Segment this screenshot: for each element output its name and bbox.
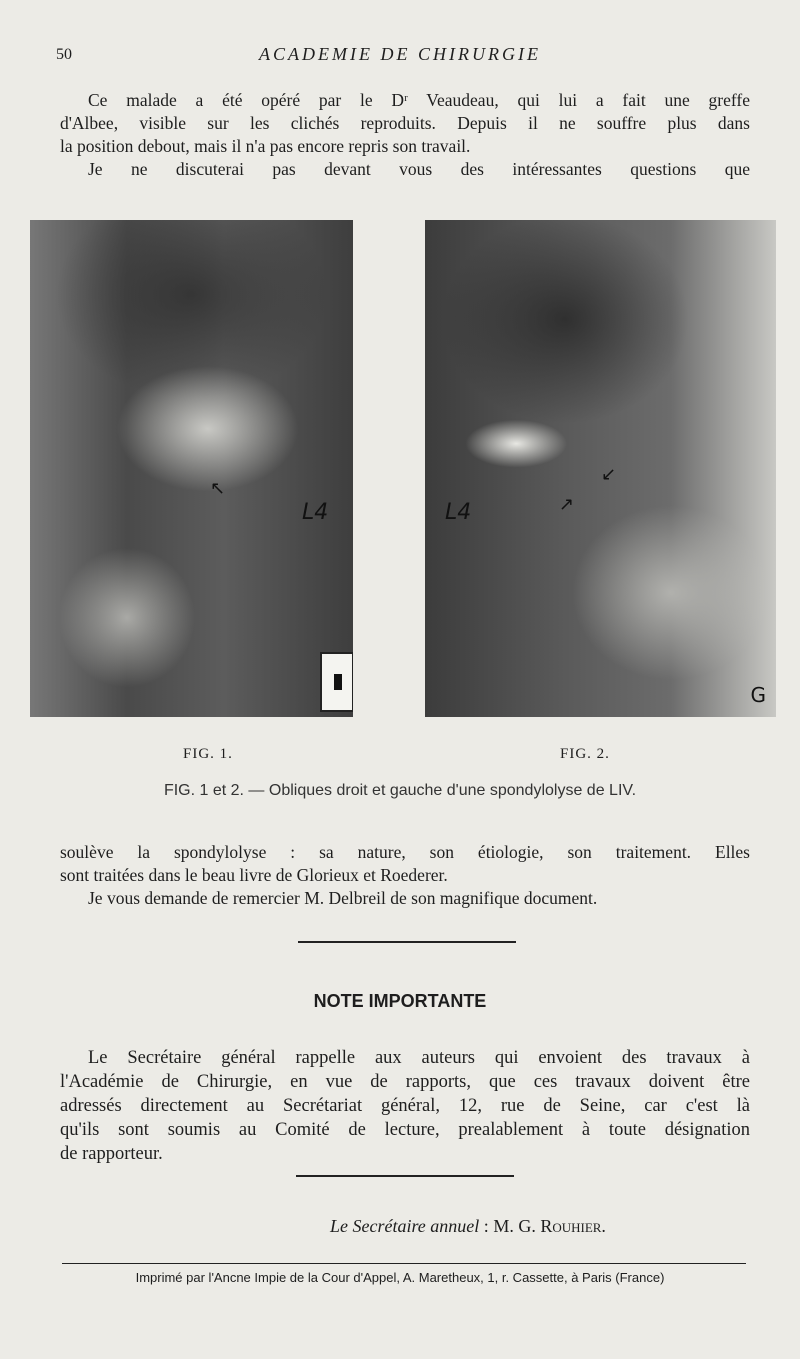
text-line: qu'ils sont soumis au Comité de lecture, prealablement à toute désignation xyxy=(60,1120,750,1140)
signature xyxy=(0,1216,800,1237)
paragraph-intro xyxy=(60,89,750,181)
text-line: Ce malade a été opéré par le Dʳ Veaudeau, qui lui a fait une greffe xyxy=(88,90,750,110)
film-side-label: G xyxy=(750,683,766,707)
note-title: NOTE IMPORTANTE xyxy=(313,991,487,1011)
text-line: la position debout, mais il n'a pas encore repris son travail. xyxy=(60,136,471,156)
signature-role: Le Secrétaire annuel xyxy=(330,1216,480,1236)
figure-caption: FIG. 1 et 2. — Obliques droit et gauche d'une spondylolyse de LIV. xyxy=(163,782,637,799)
vertebra-label: L4 xyxy=(302,500,329,525)
text-line: de rapporteur. xyxy=(60,1144,163,1164)
running-title: ACADEMIE DE CHIRURGIE xyxy=(259,44,541,64)
arrow-icon: ↖ xyxy=(210,478,226,499)
text-line: Le Secrétaire général rappelle aux auteurs qui envoient des travaux à xyxy=(88,1048,750,1068)
figure-1-label: FIG. 1. xyxy=(183,746,233,762)
divider xyxy=(298,941,516,943)
vertebra-label: L4 xyxy=(445,500,472,525)
figure-2-label: FIG. 2. xyxy=(560,746,610,762)
text-line: sont traitées dans le beau livre de Glorieux et Roederer. xyxy=(60,865,448,885)
divider xyxy=(296,1175,514,1177)
arrow-icon: ↙ xyxy=(601,464,617,485)
footer-divider xyxy=(62,1263,746,1264)
text-line: d'Albee, visible sur les clichés reproduits. Depuis il ne souffre plus dans xyxy=(60,113,750,133)
text-line: Je vous demande de remercier M. Delbreil de son magnifique document. xyxy=(88,888,598,908)
xray-figure-1 xyxy=(30,220,353,717)
text-line: l'Académie de Chirurgie, en vue de rapports, que ces travaux doivent être xyxy=(60,1072,750,1092)
note-body xyxy=(60,1046,750,1166)
text-line: adressés directement au Secrétariat général, 12, rue de Seine, car c'est là xyxy=(60,1096,750,1116)
xray-figure-2 xyxy=(425,220,776,717)
arrow-icon: ↗ xyxy=(559,494,575,515)
paragraph-discussion xyxy=(60,841,750,910)
text-line: Je ne discuterai pas devant vous des intéressantes questions que xyxy=(88,159,750,179)
signature-separator: : xyxy=(479,1216,494,1236)
printer-imprint: Imprimé par l'Ancne Impie de la Cour d'Appel, A. Maretheux, 1, r. Cassette, à Paris (France) xyxy=(135,1270,665,1285)
text-line: soulève la spondylolyse : sa nature, son étiologie, son traitement. Elles xyxy=(60,842,750,862)
page-number: 50 xyxy=(56,46,72,63)
signature-name: M. G. Rouhier. xyxy=(493,1216,606,1236)
film-marker-tag xyxy=(320,652,353,712)
